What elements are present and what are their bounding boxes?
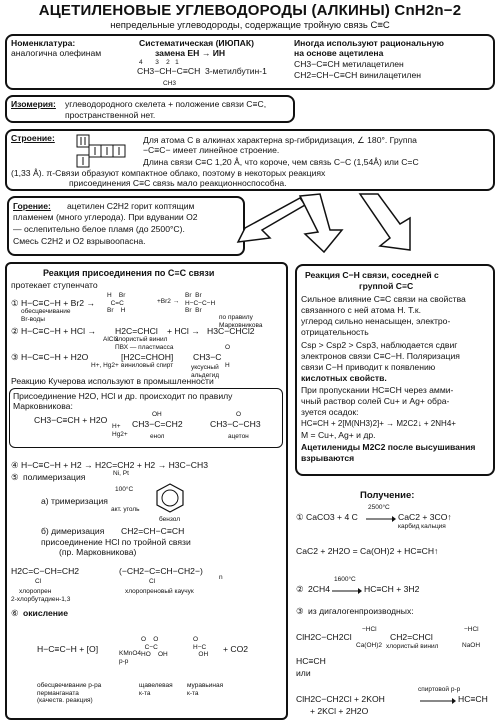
ch-bond-line: связанного с ней атома H. Т.к.	[301, 305, 422, 315]
r3-product-1-note: виниловый спирт	[121, 362, 174, 369]
markovnikov-line2: Марковникова:	[13, 401, 73, 411]
ch-bond-heading-1: Реакция C−H связи, соседней с	[305, 270, 439, 280]
systematic-heading: Систематическая (ИЮПАК)	[139, 38, 254, 48]
rational-sub: на основе ацетилена	[294, 48, 384, 58]
r3-product-2: CH3−C	[193, 352, 222, 362]
structure-heading: Строение:	[11, 133, 55, 143]
systematic-sub: замена ЕН → ИН	[155, 48, 226, 58]
structure-box	[5, 129, 495, 191]
page-title: АЦЕТИЛЕНОВЫЕ УГЛЕВОДОРОДЫ (АЛКИНЫ) CnH2n−2	[38, 2, 462, 19]
r3-catalyst: H+, Hg2+	[91, 362, 119, 369]
structure-line1: Для атома C в алкинах характерна sp-гибридизация, ∠ 180°. Группа	[143, 135, 417, 145]
r3-product-2-bottom: H	[225, 362, 230, 369]
ketone-formula: CH3−C−CH3	[210, 419, 261, 429]
structure-line2: −C≡C− имеет линейное строение.	[143, 145, 280, 155]
dimerization-line: присоединение HCl по тройной связи	[41, 537, 191, 547]
prep-r5-product-note: хлористый винил	[386, 643, 439, 650]
polymer-formula: (−CH2−C=CH−CH2−)	[119, 566, 203, 576]
preparation-heading: Получение:	[360, 490, 415, 501]
oxalic-acid: O O C−C HO OH	[141, 636, 168, 658]
prep-r2: CaC2 + 2H2O = Ca(OH)2 + HC≡CH↑	[296, 546, 439, 556]
chloroprene-systematic-name: 2-хлорбутадиен-1,3	[11, 596, 71, 603]
ch-bond-line: кислотных свойств.	[301, 373, 387, 383]
polymer-n: n	[219, 574, 223, 581]
structure-line5: присоединения C≡C связь мало реакционноспособна.	[69, 178, 287, 188]
polymerization-number: ⑤	[11, 472, 19, 482]
r2-number: ②	[11, 326, 19, 336]
prep-r1-note: карбид кальция	[398, 523, 446, 530]
oxidation-note-2: щавелевая к-та	[139, 682, 173, 697]
trimerization-product: бензол	[159, 516, 181, 523]
oxidation-note-1: обесцвечивание р-ра перманганата (качеств. реакция)	[37, 682, 102, 704]
ketone-top: O	[236, 411, 242, 418]
prep-r5-product: CH2=CHCl	[390, 632, 433, 642]
oxidation-note-3: муравьиная к-та	[187, 682, 224, 697]
rational-example-1: CH3−C≡CH метилацетилен	[294, 59, 404, 69]
prep-r5-condition-1: −HCl	[362, 626, 377, 633]
benzene-ring	[155, 483, 185, 513]
r1-product-1: H Br C=C Br H	[107, 292, 126, 314]
hydrogenation-equation: H−C≡C−H + H2 → H2C=CH2 + H2 → H3C−CH3	[21, 460, 208, 470]
prep-r3-number: ②	[296, 584, 304, 594]
addition-stepwise: протекает ступенчато	[11, 280, 98, 290]
r2-arrow: + HCl →	[167, 326, 200, 336]
combustion-heading: Горение:	[13, 201, 51, 211]
markovnikov-line1: Присоединение H2O, HCl и др. происходит по правилу	[13, 391, 233, 401]
nomenclature-line1: аналогична олефинам	[11, 48, 102, 58]
prep-r1-temp: 2500°C	[368, 504, 390, 511]
ch-bond-line: M = Cu+, Ag+ и др.	[301, 430, 376, 440]
rational-heading: Иногда используют рациональную	[294, 38, 444, 48]
trimerization-temp: 100°C	[115, 486, 134, 493]
ch-bond-heading-2: группой C≡C	[359, 281, 414, 291]
dimerization-label: б) димеризация	[41, 526, 105, 536]
page-subtitle: непредельные углеводороды, содержащие тройную связь C≡C	[110, 20, 390, 31]
prep-r3: 2CH4	[308, 584, 330, 594]
orbital-diagram	[77, 135, 137, 169]
addition-heading: Реакция присоединения по C≡C связи	[43, 268, 215, 278]
formula-branch: CH3	[163, 80, 177, 87]
isomerism-line2: пространственной нет.	[65, 110, 156, 120]
addition-box	[5, 262, 288, 720]
oxidation-reactant: H−C≡C−H + [O]	[37, 644, 99, 654]
prep-r1-number: ①	[296, 512, 304, 522]
chloroprene-formula: H2C=C−CH=CH2	[11, 566, 80, 576]
ch-bond-line: чный раствор солей Cu+ и Ag+ обра-	[301, 396, 450, 406]
prep-r3-temp: 1600°C	[334, 576, 356, 583]
prep-r1: CaCO3 + 4 C	[306, 512, 358, 522]
enol-formula: CH3−C=CH2	[132, 419, 183, 429]
ch-bond-line: Csp > Csp2 > Csp3, наблюдается сдвиг	[301, 340, 458, 350]
r2-equation: H−C≡C−H + HCl →	[21, 326, 96, 336]
r3-product-2-note: уксусный альдегид	[191, 364, 219, 379]
r2-product-2-note: по правилу Марковникова	[219, 314, 263, 329]
polymerization-heading: полимеризация	[23, 472, 86, 482]
markovnikov-box	[9, 388, 283, 448]
ch-bond-line: электронов связи C≡C−H. Поляризация	[301, 351, 460, 361]
dimerization-line2: (пр. Марковникова)	[59, 547, 137, 557]
ch-bond-line: Ацетилениды M2C2 после высушивания	[301, 442, 476, 452]
kucherov-note: Реакцию Кучерова используют в промышленности	[11, 376, 214, 386]
arrows-diagram	[0, 190, 500, 270]
chloroprene-name: хлоропрен	[19, 588, 52, 595]
r1-note: обесцвечивание Br-воды	[21, 308, 71, 323]
oxidation-heading: окисление	[23, 608, 68, 618]
r3-product-1: [H2C=CHOH]	[121, 352, 174, 362]
oxidation-number: ⑥	[11, 608, 19, 618]
prep-r9: + 2KCl + 2H2O	[310, 706, 369, 716]
isomerism-line1: углеводородного скелета + положение связи C≡C,	[65, 99, 267, 109]
enol-label: енол	[150, 433, 165, 440]
prep-r8-reactant: ClH2C−CH2Cl + 2KOH	[296, 694, 385, 704]
oxidation-oxidant: KMnO4 р-р	[119, 650, 142, 665]
ch-bond-line: HC≡CH + 2[M(NH3)2]+ → M2C2↓ + 2NH4+	[301, 419, 456, 428]
ketone-label: ацетон	[228, 433, 249, 440]
prep-r1-product: CaC2 + 3CO↑	[398, 512, 452, 522]
markovnikov-catalyst: H+ Hg2+	[112, 423, 128, 438]
nomenclature-box	[5, 34, 495, 90]
r2-catalyst: AlCl3	[103, 336, 119, 343]
formic-acid: O H−C OH	[193, 636, 209, 658]
nomenclature-heading: Номенклатура:	[11, 38, 76, 48]
prep-r1-arrow	[366, 516, 396, 522]
prep-r5-condition-1b: Ca(OH)2	[356, 642, 383, 649]
r2-product-1-note: хлористый винил ПВХ — пластмасса	[115, 336, 174, 351]
structure-line3: Длина связи C≡C 1,20 Å, что короче, чем связь C−C (1,54Å) или C=C	[143, 157, 419, 167]
r1-arrow: +Br2 →	[157, 298, 180, 305]
prep-r4-number: ③	[296, 606, 304, 616]
enol-top: OH	[152, 411, 162, 418]
ch-bond-line: взрываются	[301, 453, 355, 463]
polymer-cl: Cl	[149, 578, 156, 585]
prep-r8-arrow	[420, 698, 456, 704]
r3-equation: H−C≡C−H + H2O	[21, 352, 89, 362]
r3-number: ③	[11, 352, 19, 362]
prep-r5-reactant: ClH2C−CH2Cl	[296, 632, 352, 642]
structure-line4: (1,33 Å). π-Связи образуют компактное облако, поэтому в некоторых реакциях	[11, 168, 326, 178]
trimerization-catalyst: акт. уголь	[111, 506, 140, 513]
combustion-line3: — ослепительно белое пламя (до 2500°С).	[13, 224, 185, 234]
isomerism-heading: Изомерия:	[11, 99, 56, 109]
prep-r3-arrow	[332, 588, 362, 594]
hydrogenation-catalyst: Ni, Pt	[113, 470, 129, 477]
ch-bond-line: При пропускании HC≡CH через амми-	[301, 385, 454, 395]
r1-number: ①	[11, 298, 19, 308]
trimerization-label: а) тримеризация	[41, 496, 108, 506]
formula-name: 3-метилбутин-1	[205, 66, 267, 76]
prep-r4: из дигалогенпроизводных:	[308, 606, 414, 616]
formula: CH3−CH−C≡CH	[137, 66, 201, 76]
dimerization-product: CH2=CH−C≡CH	[121, 526, 185, 536]
chloroprene-cl: Cl	[35, 578, 42, 585]
markovnikov-reactant: CH3−C≡CH + H2O	[34, 415, 108, 425]
prep-r3-product: HC≡CH + 3H2	[364, 584, 420, 594]
ch-bond-line: отрицательность	[301, 327, 369, 337]
combustion-line4: Смесь C2H2 и O2 взрывоопасна.	[13, 236, 146, 246]
r2-product-1: H2C=CHCl	[115, 326, 158, 336]
r1-product-2: Br Br H−C−C−H Br Br	[185, 292, 216, 314]
prep-r8-product: HC≡CH	[458, 694, 488, 704]
formula-numbers: 4 3 2 1	[139, 59, 179, 66]
r3-product-2-top: O	[225, 344, 231, 351]
combustion-line1: ацетилен C2H2 горит коптящим	[67, 201, 195, 211]
prep-r5-condition-2b: NaOH	[462, 642, 481, 649]
combustion-line2: пламенем (много углерода). При вдувании O2	[13, 212, 198, 222]
polymer-name: хлоропреновый каучук	[125, 588, 194, 595]
prep-r8-catalyst: спиртовой р-р	[418, 686, 461, 693]
rational-example-2: CH2=CH−C≡CH винилацетилен	[294, 70, 421, 80]
isomerism-box	[5, 95, 295, 123]
hydrogenation-number: ④	[11, 460, 19, 470]
ch-bond-line: углерод сильно ненасыщен, электро-	[301, 316, 451, 326]
r2-product-2: H3C−CHCl2	[207, 326, 255, 336]
ch-bond-line: Сильное влияние C≡C связи на свойства	[301, 294, 466, 304]
prep-r7: или	[296, 668, 311, 678]
prep-r6: HC≡CH	[296, 656, 326, 666]
prep-r5-condition-2: −HCl	[464, 626, 479, 633]
ch-bond-box	[295, 264, 495, 476]
ch-bond-line: связи C−H приводит к появлению	[301, 362, 436, 372]
r1-equation: H−C≡C−H + Br2 →	[21, 298, 96, 308]
ch-bond-line: зуется осадок:	[301, 407, 359, 417]
oxidation-co2: + CO2	[223, 644, 249, 654]
